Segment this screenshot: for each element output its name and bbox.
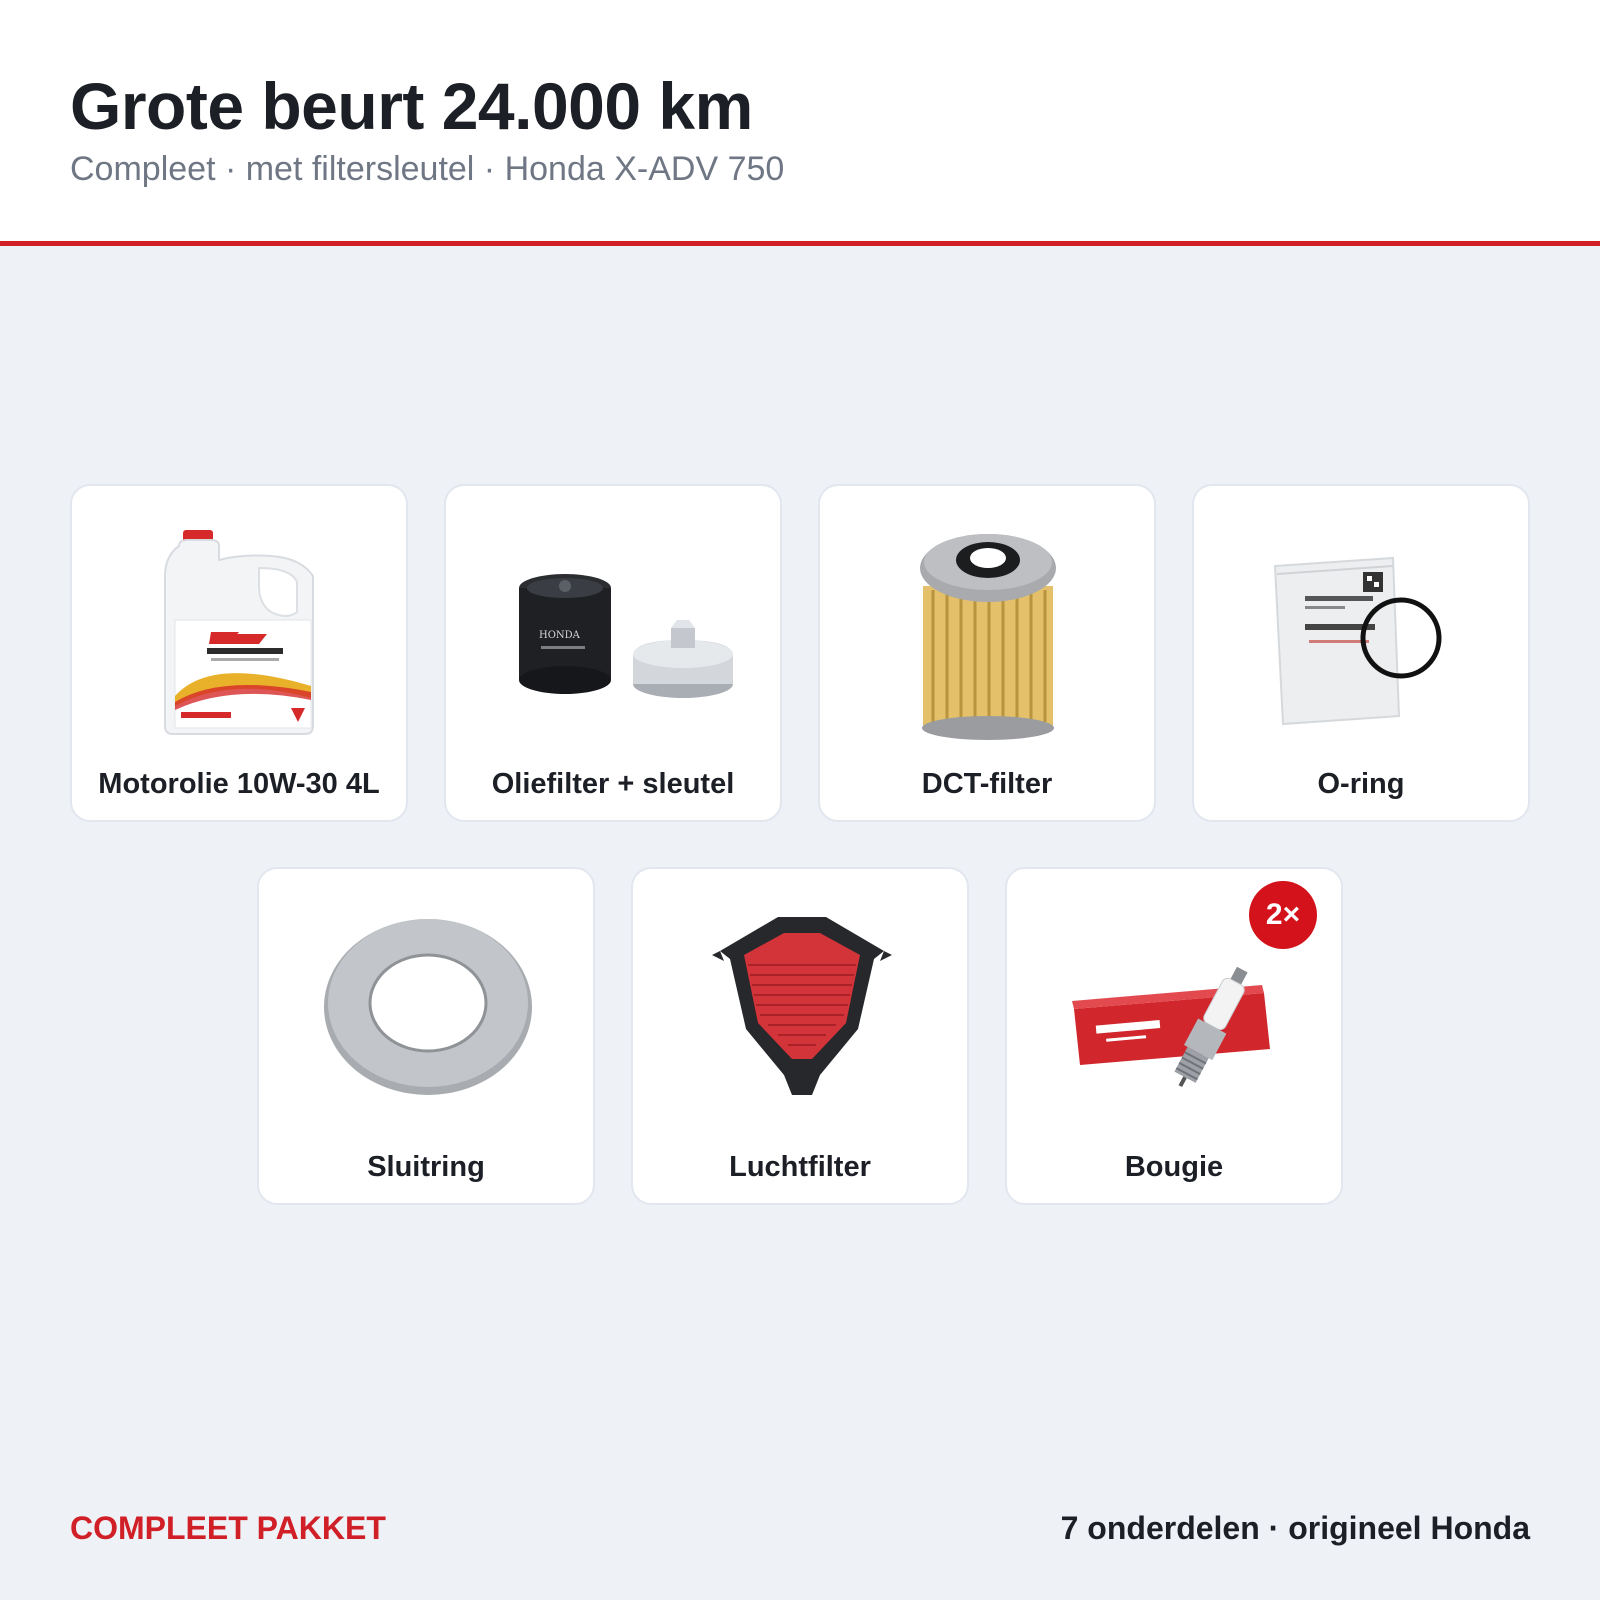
package-label: COMPLEET PAKKET [70, 1510, 386, 1546]
o-ring-package-image [1213, 516, 1513, 746]
product-label: Bougie [1124, 1151, 1224, 1183]
product-label: Luchtfilter [729, 1151, 871, 1183]
engine-oil-jug-image [91, 516, 391, 746]
product-label: O-ring [1317, 768, 1405, 800]
product-card-dct-filter[interactable] [818, 484, 1156, 822]
oil-filter-and-wrench-image [465, 516, 765, 746]
header [0, 0, 1600, 246]
quantity-badge: 2× [1249, 881, 1317, 949]
product-card-air-filter[interactable] [631, 867, 969, 1205]
page-subtitle: Compleet · met filtersleutel · Honda X-ADV 750 [70, 150, 785, 188]
package-summary: 7 onderdelen · origineel Honda [1060, 1510, 1530, 1546]
product-card-engine-oil[interactable] [70, 484, 408, 822]
product-label: Sluitring [367, 1151, 485, 1183]
product-card-washer[interactable] [257, 867, 595, 1205]
svg-text:HONDA: HONDA [539, 630, 580, 641]
product-label: DCT-filter [921, 768, 1053, 800]
air-filter-image [652, 899, 952, 1129]
product-label: Oliefilter + sleutel [491, 768, 735, 800]
product-card-oil-filter[interactable] [444, 484, 782, 822]
product-card-spark-plug[interactable] [1005, 867, 1343, 1205]
page-title: Grote beurt 24.000 km [70, 69, 753, 143]
product-label: Motorolie 10W-30 4L [98, 768, 380, 800]
washer-image [278, 899, 578, 1129]
product-card-o-ring[interactable] [1192, 484, 1530, 822]
dct-filter-image [839, 516, 1139, 746]
